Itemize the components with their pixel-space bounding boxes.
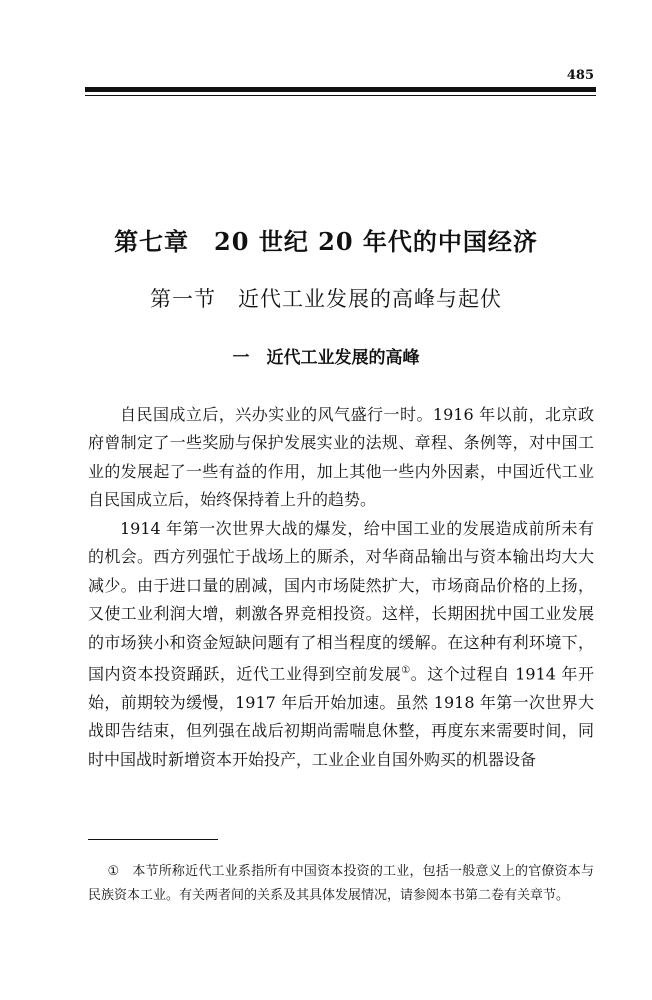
footnote — [88, 860, 594, 908]
page-number: 485 — [566, 68, 594, 83]
chapter-title: 第七章 20 世纪 20 年代的中国经济 — [114, 227, 538, 256]
paragraph-2-text — [88, 515, 594, 774]
subsection-title: 一 近代工业发展的高峰 — [232, 348, 420, 368]
paragraph-2 — [88, 515, 594, 774]
footnote-rule — [88, 839, 218, 840]
paragraph-2-part-b: 。这个过程自 1914 年开始，前期较为缓慢，1917 年后开始加速。虽然 1918 年第一次世界大战即告结束，但列强在战后初期尚需喘息休整，再度东来需要时间，同时中国战时新增资本开始投产，工业企业自国外购买的机器设备 — [88, 664, 594, 769]
paragraph-2-part-a: 1914 年第一次世界大战的爆发，给中国工业的发展造成前所未有的机会。西方列强忙于战场上的厮杀，对华商品输出与资本输出均大大减少。由于进口量的剧减，国内市场陡然扩大，市场商品价格的上扬，又使工业利润大增，刺激各界竞相投资。这样，长期困扰中国工业发展的市场狭小和资金短缺问题有了相当程度的缓解。在这种有利环境下，国内资本投资踊跃，近代工业得到空前发展 — [88, 519, 594, 684]
footnote-marker: ① — [107, 864, 120, 879]
section-title: 第一节 近代工业发展的高峰与起伏 — [150, 287, 502, 311]
paragraph-1-text: 自民国成立后，兴办实业的风气盛行一时。1916 年以前，北京政府曾制定了一些奖励与保护发展实业的法规、章程、条例等，对中国工业的发展起了一些有益的作用，加上其他一些内外因素，中国近代工业自民国成立后，始终保持着上升的趋势。 — [88, 405, 594, 510]
header-rule-thin — [85, 95, 596, 96]
header-rule-thick — [85, 87, 596, 92]
footnote-reference[interactable]: ① — [401, 665, 411, 677]
paragraph-1 — [88, 401, 594, 515]
footnote-text: 本节所称近代工业系指所有中国资本投资的工业，包括一般意义上的官僚资本与民族资本工业。有关两者间的关系及其具体发展情况，请参阅本书第二卷有关章节。 — [88, 864, 594, 903]
